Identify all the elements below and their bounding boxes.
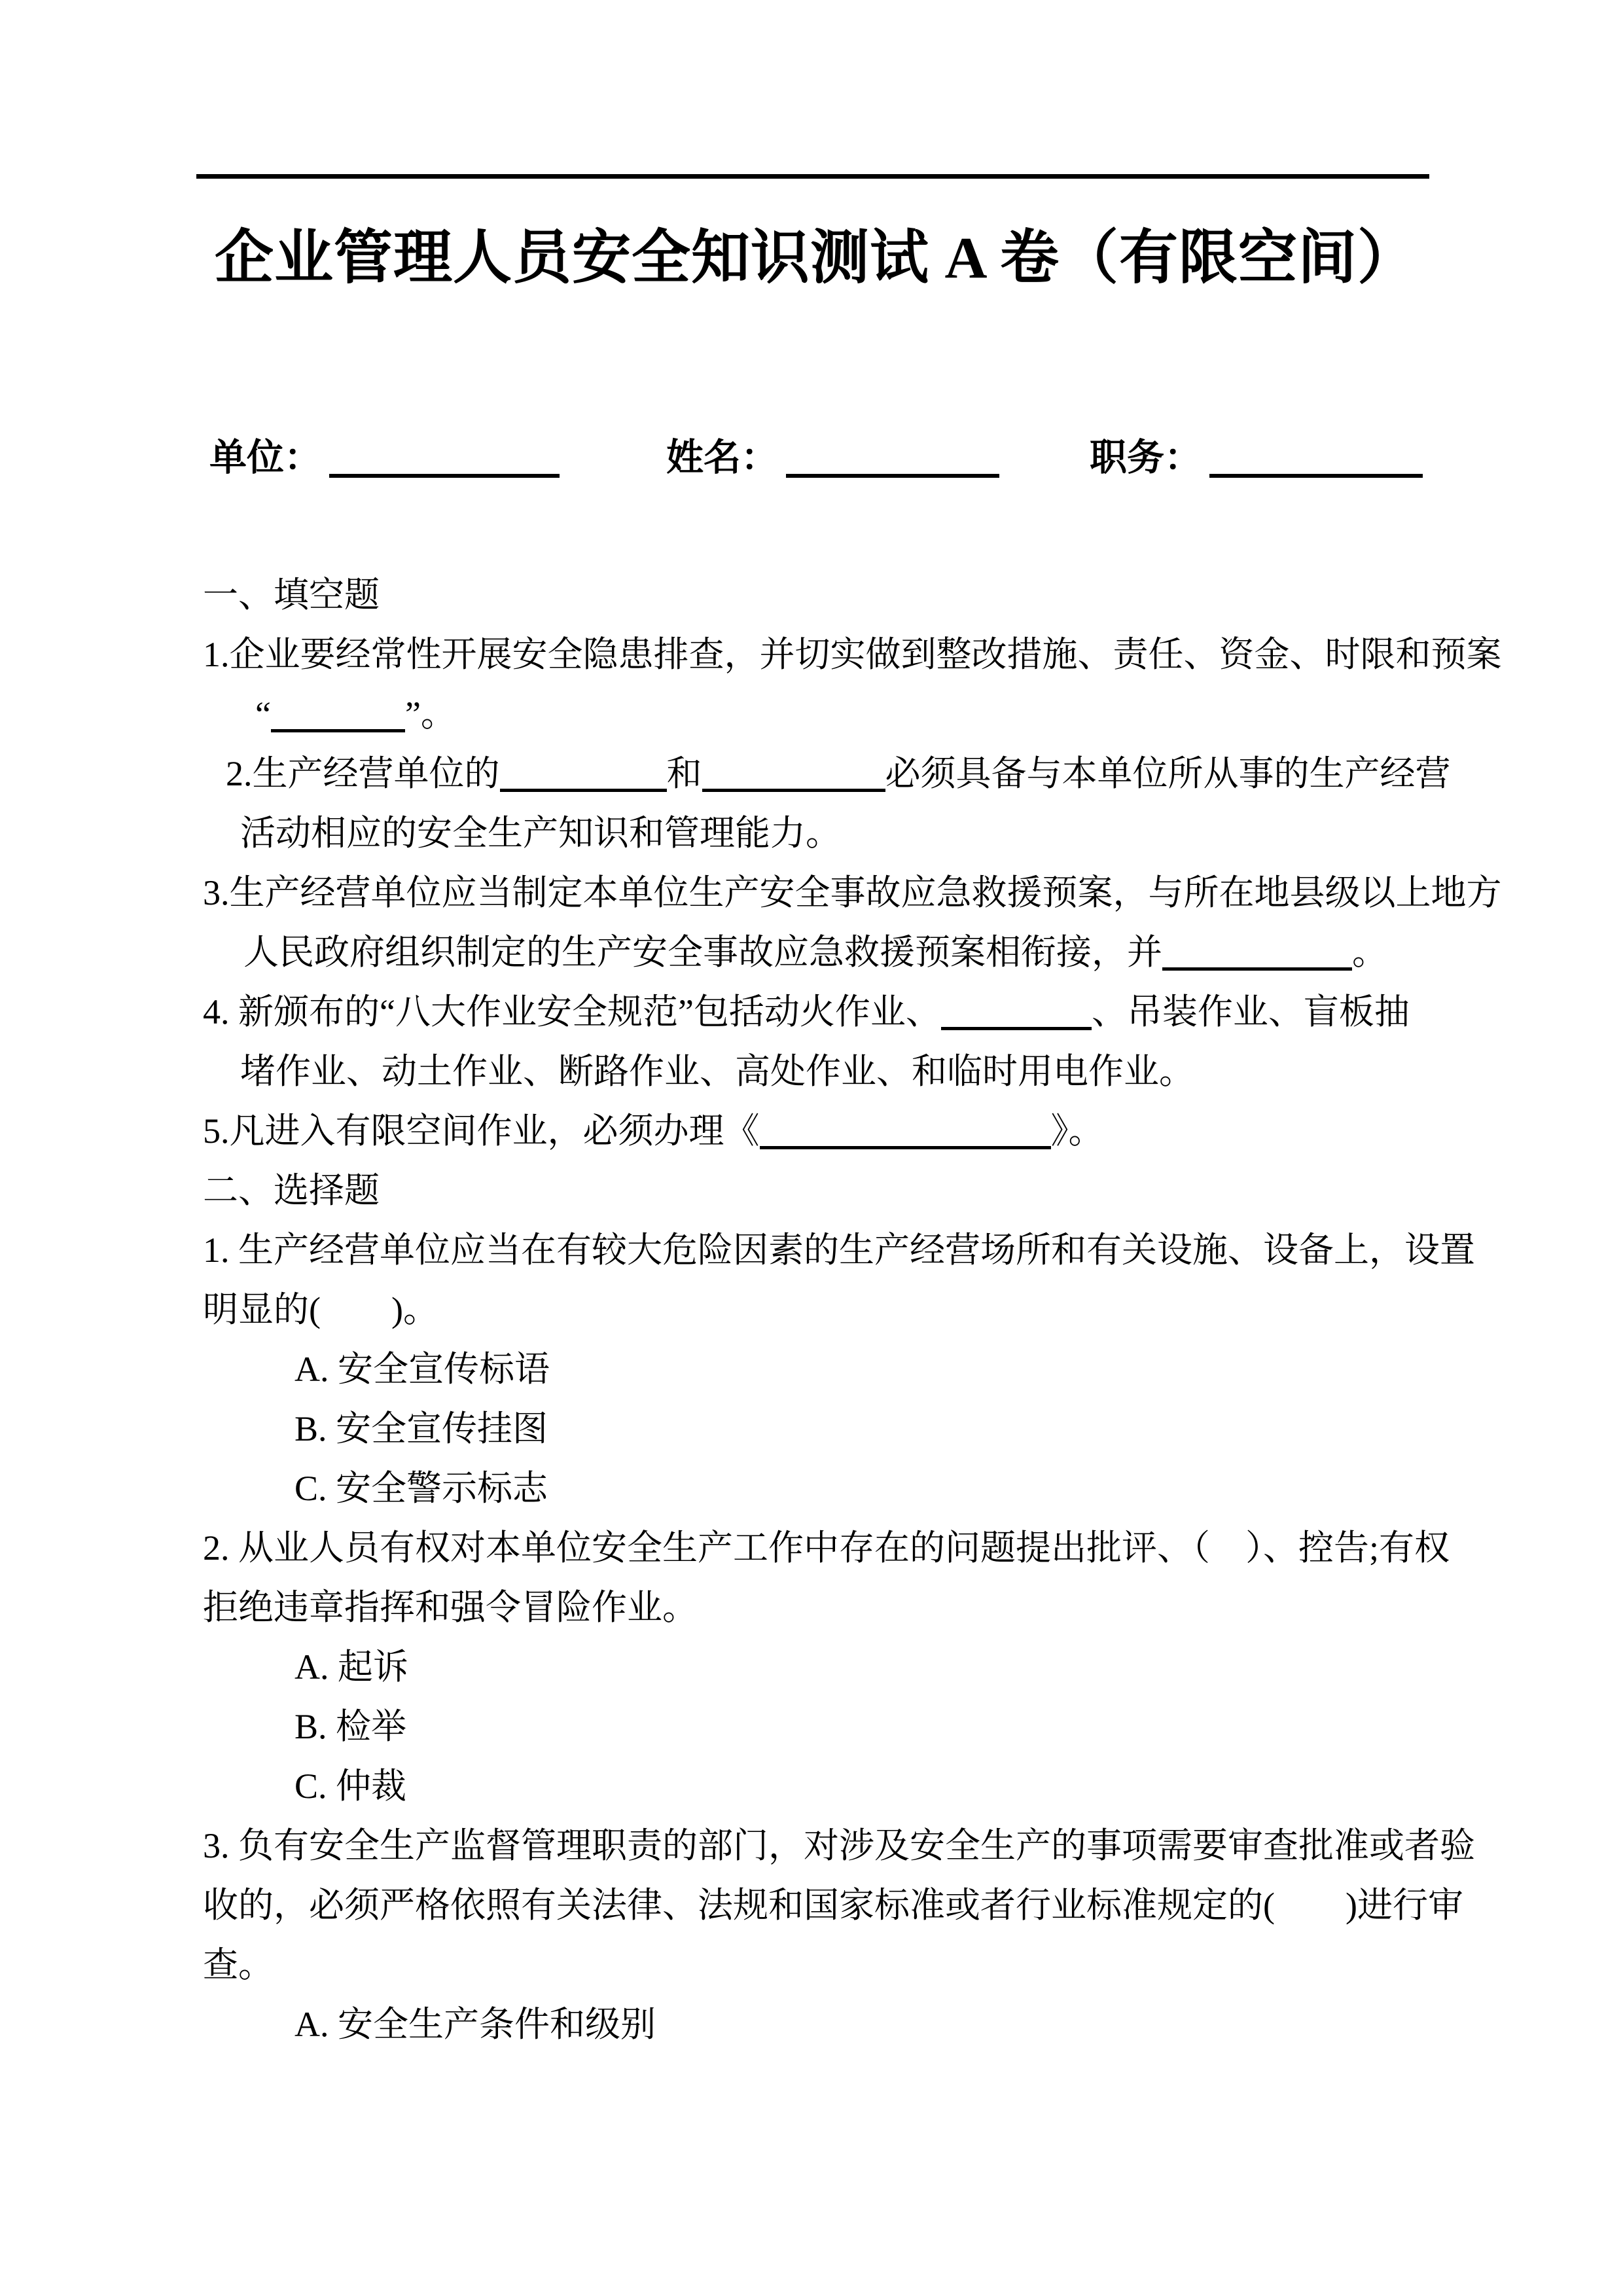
fill-in-blank xyxy=(500,782,667,792)
document-line xyxy=(203,1578,1466,1638)
fill-in-blank xyxy=(329,467,560,478)
text-segment: 和 xyxy=(666,754,702,793)
document-line xyxy=(203,1995,1466,2054)
fill-in-blank xyxy=(1209,467,1423,478)
text-segment: A. 安全宣传标语 xyxy=(294,1350,550,1389)
text-segment: 5.凡进入有限空间作业，必须办理《 xyxy=(203,1111,760,1151)
text-segment: A. 起诉 xyxy=(294,1647,408,1687)
fill-in-blank xyxy=(786,467,999,478)
text-segment: 1. 生产经营单位应当在有较大危险因素的生产经营场所和有关设施、设备上，设置 xyxy=(203,1230,1475,1270)
text-segment: “ xyxy=(255,694,271,734)
document-line xyxy=(203,1757,1466,1816)
text-segment: C. 安全警示标志 xyxy=(294,1469,548,1508)
document-line xyxy=(203,1459,1466,1518)
document-line xyxy=(203,863,1502,923)
text-segment: 拒绝违章指挥和强令冒险作业。 xyxy=(203,1588,698,1627)
document-line xyxy=(203,1280,1466,1340)
text-segment: 明显的( )。 xyxy=(203,1290,438,1329)
fill-in-blank xyxy=(1162,961,1352,971)
text-segment: 必须具备与本单位所从事的生产经营 xyxy=(885,754,1451,793)
text-segment: 3.生产经营单位应当制定本单位生产安全事故应急救援预案，与所在地县级以上地方 xyxy=(203,873,1502,912)
text-segment: C. 仲裁 xyxy=(294,1767,407,1806)
info-label: 职务： xyxy=(1090,437,1202,478)
text-segment: 4. 新颁布的“八大作业安全规范”包括动火作业、 xyxy=(203,992,941,1031)
text-segment: 活动相应的安全生产知识和管理能力。 xyxy=(240,814,841,853)
info-group-0 xyxy=(209,429,560,488)
fill-in-blank xyxy=(271,723,405,732)
document-line xyxy=(203,1518,1466,1578)
document-line xyxy=(203,1697,1466,1757)
document-line xyxy=(203,1638,1466,1697)
info-group-2 xyxy=(1090,429,1423,488)
text-segment: 2.生产经营单位的 xyxy=(226,754,500,793)
text-segment: 一、填空题 xyxy=(203,575,380,615)
text-segment: 堵作业、动土作业、断路作业、高处作业、和临时用电作业。 xyxy=(240,1052,1194,1091)
text-segment: 二、选择题 xyxy=(203,1171,380,1210)
document-line xyxy=(203,1816,1475,1876)
text-segment: 查。 xyxy=(203,1945,274,1984)
document-line xyxy=(203,1876,1466,1935)
info-label: 姓名： xyxy=(666,437,778,478)
header-rule xyxy=(196,174,1429,179)
document-line xyxy=(203,804,1466,863)
info-label: 单位： xyxy=(209,437,321,478)
text-segment: B. 检举 xyxy=(294,1707,407,1746)
document-body xyxy=(203,565,1502,2054)
text-segment: 收的，必须严格依照有关法律、法规和国家标准或者行业标准规定的( )进行审 xyxy=(203,1886,1463,1925)
document-line xyxy=(203,1399,1466,1459)
fill-in-blank xyxy=(941,1020,1092,1030)
document-line xyxy=(203,1042,1466,1102)
document-line xyxy=(203,1161,1466,1221)
document-line xyxy=(203,744,1466,804)
document-line xyxy=(203,982,1466,1042)
document-line xyxy=(203,625,1502,685)
text-segment: 》。 xyxy=(1050,1111,1104,1151)
document-line xyxy=(203,1221,1475,1280)
document-line xyxy=(203,1935,1466,1995)
text-segment: 人民政府组织制定的生产安全事故应急救援预案相衔接，并 xyxy=(243,933,1162,972)
document-line xyxy=(203,1102,1466,1161)
document-line xyxy=(203,565,1466,625)
info-row xyxy=(0,429,1623,501)
fill-in-blank xyxy=(760,1139,1051,1149)
text-segment: B. 安全宣传挂图 xyxy=(294,1409,548,1448)
document-line xyxy=(203,1340,1466,1399)
document-line xyxy=(203,923,1466,982)
text-segment: 3. 负有安全生产监督管理职责的部门，对涉及安全生产的事项需要审查批准或者验 xyxy=(203,1826,1475,1865)
fill-in-blank xyxy=(702,782,885,792)
text-segment: 、吊装作业、盲板抽 xyxy=(1091,992,1410,1031)
text-segment: A. 安全生产条件和级别 xyxy=(294,2005,656,2044)
document-line xyxy=(203,685,1466,744)
text-segment: ”。 xyxy=(404,694,456,734)
text-segment: 。 xyxy=(1352,933,1387,972)
page-title: 企业管理人员安全知识测试 A 卷（有限空间） xyxy=(215,226,1418,291)
text-segment: 2. 从业人员有权对本单位安全生产工作中存在的问题提出批评、（ ）、控告;有权 xyxy=(203,1528,1450,1568)
text-segment: 1.企业要经常性开展安全隐患排查，并切实做到整改措施、责任、资金、时限和预案 xyxy=(203,635,1502,674)
info-group-1 xyxy=(666,429,999,488)
